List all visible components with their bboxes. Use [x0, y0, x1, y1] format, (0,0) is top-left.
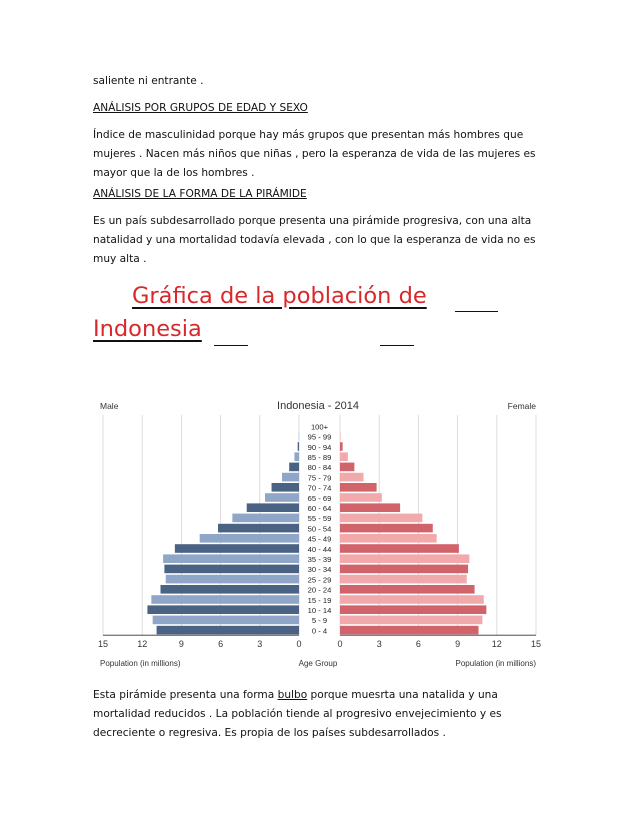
bar-male-17	[151, 595, 299, 604]
bar-male-2	[298, 442, 299, 451]
bar-male-19	[153, 616, 299, 625]
chart-title: Indonesia - 2014	[277, 400, 359, 412]
title-rule-2	[214, 345, 248, 346]
bar-female-1	[340, 432, 341, 441]
bar-male-12	[175, 544, 299, 553]
bar-female-4	[340, 463, 354, 472]
age-label-3: 85 - 89	[307, 453, 332, 462]
big-title-line2	[93, 316, 202, 342]
x-tick-female-5: 15	[530, 639, 542, 650]
conclusion-text-end: porque muesrta una natalida y una mortalidad reducidos . La población tiende al progresivo envejecimiento y es decreciente o regresiva. Es propia de los países subdesarrollados .	[93, 689, 502, 739]
bar-female-17	[340, 595, 484, 604]
x-axis-label-left: Population (in millions)	[100, 659, 181, 668]
bar-female-11	[340, 534, 437, 543]
age-label-20: 0 - 4	[311, 626, 328, 636]
bar-female-20	[340, 626, 479, 635]
age-label-17: 15 - 19	[307, 595, 332, 605]
x-axis-label-center: Age Group	[298, 659, 338, 668]
bar-female-18	[340, 605, 486, 614]
bar-female-19	[340, 616, 482, 625]
section-heading-pyramid-shape: ANÁLISIS DE LA FORMA DE LA PIRÁMIDE	[93, 188, 307, 200]
x-tick-female-0: 0	[337, 639, 343, 650]
bar-male-16	[160, 585, 299, 594]
age-label-0: 100+	[310, 422, 329, 432]
chart-age-labels	[308, 422, 332, 635]
x-tick-female-3: 9	[455, 639, 461, 650]
age-label-10: 50 - 54	[307, 524, 332, 534]
age-label-14: 30 - 34	[307, 565, 332, 575]
age-label-1: 95 - 99	[307, 432, 332, 442]
paragraph-age-sex: Índice de masculinidad porque hay más grupos que presentan más hombres que mujeres . Nacen más niños que niñas , pero la esperanza de vida de las mujeres es mayor que la de los hombres .	[93, 129, 536, 179]
title-rule-3	[380, 345, 414, 346]
age-label-19: 5 - 9	[311, 616, 328, 626]
age-label-15: 25 - 29	[307, 575, 332, 585]
age-label-2: 90 - 94	[307, 442, 332, 452]
bar-female-10	[340, 524, 433, 533]
male-label: Male	[100, 401, 119, 411]
x-tick-male-5: 15	[97, 639, 109, 650]
bar-male-7	[265, 493, 299, 502]
conclusion-underlined-word: bulbo	[277, 689, 308, 701]
x-tick-male-4: 12	[137, 639, 148, 650]
bar-male-10	[218, 524, 299, 533]
bar-male-13	[163, 554, 299, 563]
bar-female-7	[340, 493, 382, 502]
age-label-12: 40 - 44	[307, 544, 332, 554]
bar-male-8	[247, 503, 299, 512]
x-axis-label-right: Population (in millions)	[455, 659, 536, 668]
population-pyramid-chart	[93, 393, 548, 673]
paragraph-conclusion	[93, 686, 543, 743]
x-tick-female-2: 6	[415, 639, 421, 650]
age-label-13: 35 - 39	[307, 555, 332, 564]
bar-female-9	[340, 514, 422, 523]
x-tick-male-1: 3	[257, 639, 263, 650]
bar-male-5	[282, 473, 299, 482]
title-rule-1	[455, 311, 498, 312]
x-tick-male-2: 6	[218, 639, 224, 650]
big-title-line2-text: Indonesia	[93, 316, 202, 342]
conclusion-text-start: Esta pirámide presenta una forma	[93, 689, 278, 701]
bar-male-15	[166, 575, 299, 584]
bar-female-5	[340, 473, 364, 482]
age-label-16: 20 - 24	[307, 585, 332, 595]
bar-female-2	[340, 442, 343, 451]
section-heading-age-sex: ANÁLISIS POR GRUPOS DE EDAD Y SEXO	[93, 102, 308, 114]
bar-female-15	[340, 575, 467, 584]
age-label-18: 10 - 14	[307, 606, 332, 615]
bar-male-11	[200, 534, 299, 543]
bar-male-9	[232, 514, 299, 523]
bar-male-20	[157, 626, 299, 635]
bar-male-18	[147, 605, 299, 614]
bar-female-3	[340, 452, 348, 461]
bar-female-16	[340, 585, 475, 594]
bar-female-13	[340, 554, 469, 563]
x-tick-male-0: 0	[296, 639, 302, 650]
age-label-8: 60 - 64	[307, 504, 332, 513]
big-title-line1	[132, 283, 427, 309]
bar-male-3	[294, 452, 299, 461]
paragraph-pyramid-shape: Es un país subdesarrollado porque presenta una pirámide progresiva, con una alta natalidad y una mortalidad todavía elevada , con lo que la esperanza de vida no es muy alta .	[93, 215, 536, 265]
bar-female-12	[340, 544, 459, 553]
x-tick-male-3: 9	[178, 639, 184, 650]
age-label-5: 75 - 79	[307, 473, 332, 483]
age-label-11: 45 - 49	[307, 534, 332, 544]
age-label-7: 65 - 69	[307, 493, 332, 503]
bar-female-8	[340, 503, 400, 512]
x-tick-female-4: 12	[491, 639, 502, 650]
continued-text: saliente ni entrante .	[93, 75, 204, 87]
female-label: Female	[507, 401, 536, 411]
age-label-6: 70 - 74	[307, 483, 332, 493]
x-tick-female-1: 3	[376, 639, 382, 650]
age-label-9: 55 - 59	[307, 514, 332, 524]
bar-female-14	[340, 565, 468, 574]
age-label-4: 80 - 84	[307, 463, 332, 473]
big-title-line1-text: Gráfica de la población de	[132, 283, 427, 309]
bar-male-4	[289, 463, 299, 472]
bar-male-14	[164, 565, 299, 574]
bar-male-6	[272, 483, 299, 492]
bar-female-6	[340, 483, 377, 492]
